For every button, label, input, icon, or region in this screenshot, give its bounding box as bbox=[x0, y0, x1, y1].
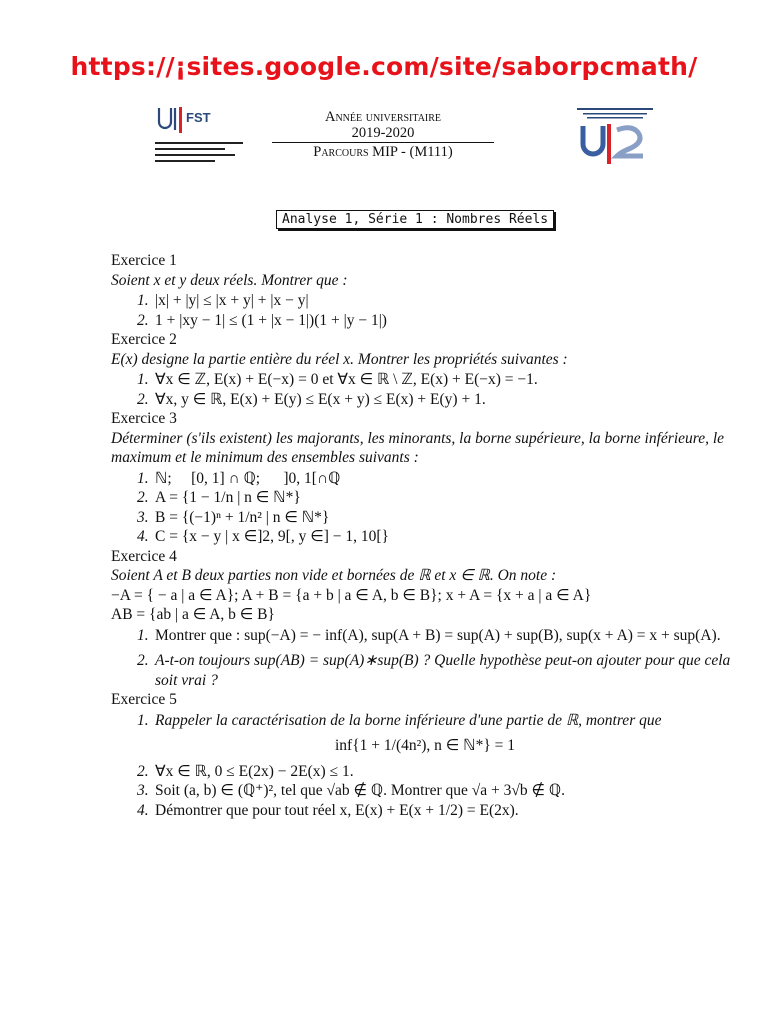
list-item: 3. B = {(−1)ⁿ + 1/n² | n ∈ ℕ*} bbox=[137, 508, 330, 526]
display-formula: inf{1 + 1/(4n²), n ∈ ℕ*} = 1 bbox=[334, 737, 516, 754]
fst-logo bbox=[155, 104, 245, 168]
course-name: Parcours MIP - (M111) bbox=[313, 144, 453, 160]
list-item: 2. A = {1 − 1/n | n ∈ ℕ*} bbox=[137, 489, 301, 506]
list-item: 1. Montrer que : sup(−A) = − inf(A), sup(A + B) = sup(A) + sup(B), sup(x + A) = x + sup(A). bbox=[137, 626, 721, 644]
list-item: 1. Rappeler la caractérisation de la borne inférieure d'une partie de ℝ, montrer que bbox=[137, 711, 662, 729]
exercise-title: Exercice 3 bbox=[111, 410, 177, 427]
exercise-1 bbox=[111, 251, 739, 330]
academic-year: 2019-2020 bbox=[351, 125, 415, 141]
exercise-intro: E(x) designe la partie entière du réel x. Montrer les propriétés suivantes : bbox=[111, 350, 568, 368]
fst-logo-text: FST bbox=[186, 110, 211, 125]
exercise-title: Exercice 5 bbox=[111, 691, 177, 708]
exercise-title: Exercice 1 bbox=[111, 252, 177, 269]
list-item: 1. ∀x ∈ ℤ, E(x) + E(−x) = 0 et ∀x ∈ ℝ \ ℤ, E(x) + E(−x) = −1. bbox=[137, 371, 538, 388]
exercise-intro: Déterminer (s'ils existent) les majorants, les minorants, la borne supérieure, la borne inférieure, le maximum et le minimum des ensembles suivants : bbox=[111, 429, 725, 466]
definition-line: AB = {ab | a ∈ A, b ∈ B} bbox=[111, 606, 275, 623]
list-item: 2. ∀x, y ∈ ℝ, E(x) + E(y) ≤ E(x + y) ≤ E(x) + E(y) + 1. bbox=[137, 390, 486, 408]
uh2-logo bbox=[575, 106, 655, 166]
exercise-title: Exercice 4 bbox=[111, 547, 177, 565]
list-item: 1. |x| + |y| ≤ |x + y| + |x − y| bbox=[137, 292, 309, 309]
list-item: 2. 1 + |xy − 1| ≤ (1 + |x − 1|)(1 + |y − 1|) bbox=[137, 311, 387, 329]
list-item: 2. ∀x ∈ ℝ, 0 ≤ E(2x) − 2E(x) ≤ 1. bbox=[137, 762, 354, 780]
exercise-4 bbox=[111, 547, 739, 691]
exercise-intro: Soient x et y deux réels. Montrer que : bbox=[111, 271, 348, 289]
exercise-5 bbox=[111, 690, 739, 820]
list-item: 2. A-t-on toujours sup(AB) = sup(A)∗sup(B) ? Quelle hypothèse peut-on ajouter pour que cela soit vrai ? bbox=[137, 652, 731, 689]
year-label: Année universitaire bbox=[324, 109, 442, 125]
definition-line: −A = { − a | a ∈ A}; A + B = {a + b | a ∈ A, b ∈ B}; x + A = {x + a | a ∈ A} bbox=[111, 586, 592, 604]
exercise-title: Exercice 2 bbox=[111, 331, 177, 348]
list-item: 1. ℕ; [0, 1] ∩ ℚ; ]0, 1[∩ℚ bbox=[137, 469, 341, 487]
exercise-list bbox=[111, 251, 739, 820]
exercise-2 bbox=[111, 330, 739, 409]
series-title: Analyse 1, Série 1 : Nombres Réels bbox=[276, 210, 554, 229]
course-header bbox=[272, 109, 494, 160]
source-url[interactable]: https://¡sites.google.com/site/saborpcmath/ bbox=[70, 52, 698, 81]
list-item: 3. Soit (a, b) ∈ (ℚ⁺)², tel que √ab ∉ ℚ. Montrer que √a + 3√b ∉ ℚ. bbox=[137, 782, 566, 799]
list-item: 4. Démontrer que pour tout réel x, E(x) + E(x + 1/2) = E(2x). bbox=[137, 801, 519, 819]
exercise-intro: Soient A et B deux parties non vide et bornées de ℝ et x ∈ ℝ. On note : bbox=[111, 567, 557, 584]
header-rule bbox=[272, 142, 494, 143]
exercise-3 bbox=[111, 409, 739, 547]
list-item: 4. C = {x − y | x ∈]2, 9[, y ∈] − 1, 10[} bbox=[137, 528, 389, 545]
